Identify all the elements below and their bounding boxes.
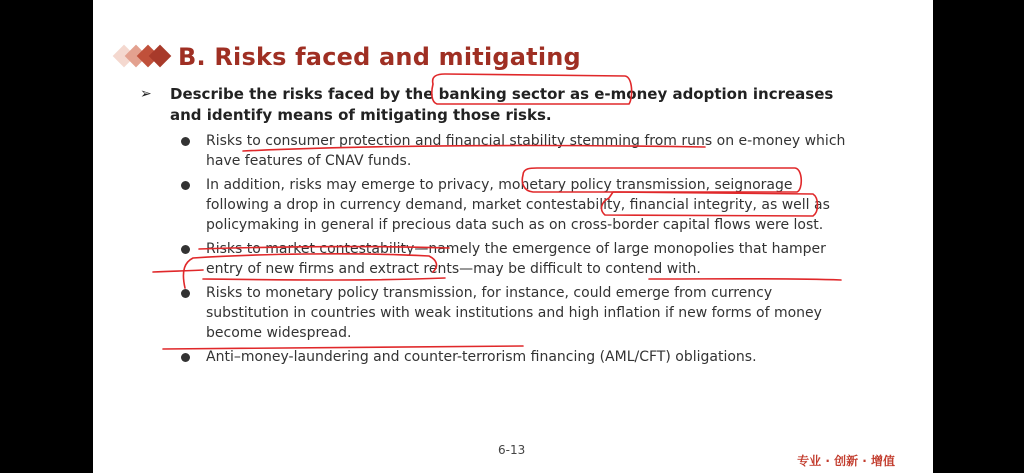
slide [93, 0, 933, 473]
footer-slogan: 专业 · 创新 · 增值 [797, 454, 895, 468]
bullet-text: Risks to consumer protection and financial stability stemming from runs on e-money which have features of CNAV funds. [206, 133, 846, 169]
bullet-text: Anti–money-laundering and counter-terrorism financing (AML/CFT) obligations. [206, 349, 757, 365]
arrow-bullet-icon: ➢ [140, 86, 152, 102]
lead-text: Describe the risks faced by the banking sector as e-money adoption increases and identify means of mitigating those risks. [170, 85, 834, 124]
bullet-dot-icon [178, 175, 206, 235]
bullet-list [178, 131, 858, 371]
bullet-dot-icon [178, 347, 206, 367]
list-item [178, 347, 858, 367]
title-row [110, 40, 581, 74]
lead-question [140, 84, 860, 126]
list-item [178, 283, 858, 343]
bullet-dot-icon [178, 283, 206, 343]
list-item [178, 239, 858, 279]
diamond-decoration-icon [110, 42, 172, 72]
list-item [178, 131, 858, 171]
bullet-dot-icon [178, 131, 206, 171]
bullet-dot-icon [178, 239, 206, 279]
bullet-text: Risks to market contestability—namely the emergence of large monopolies that hamper entry of new firms and extract rents—may be difficult to contend with. [206, 241, 826, 277]
page-number: 6-13 [498, 443, 526, 457]
bullet-text: Risks to monetary policy transmission, for instance, could emerge from currency substitution in countries with weak institutions and high inflation if new forms of money become widespread. [206, 285, 822, 341]
list-item [178, 175, 858, 235]
bullet-text: In addition, risks may emerge to privacy, monetary policy transmission, seignorage following a drop in currency demand, market contestability, financial integrity, as well as policymaking in general if precious data such as on cross-border capital flows were lost. [206, 177, 830, 233]
slide-title: B. Risks faced and mitigating [178, 43, 581, 71]
